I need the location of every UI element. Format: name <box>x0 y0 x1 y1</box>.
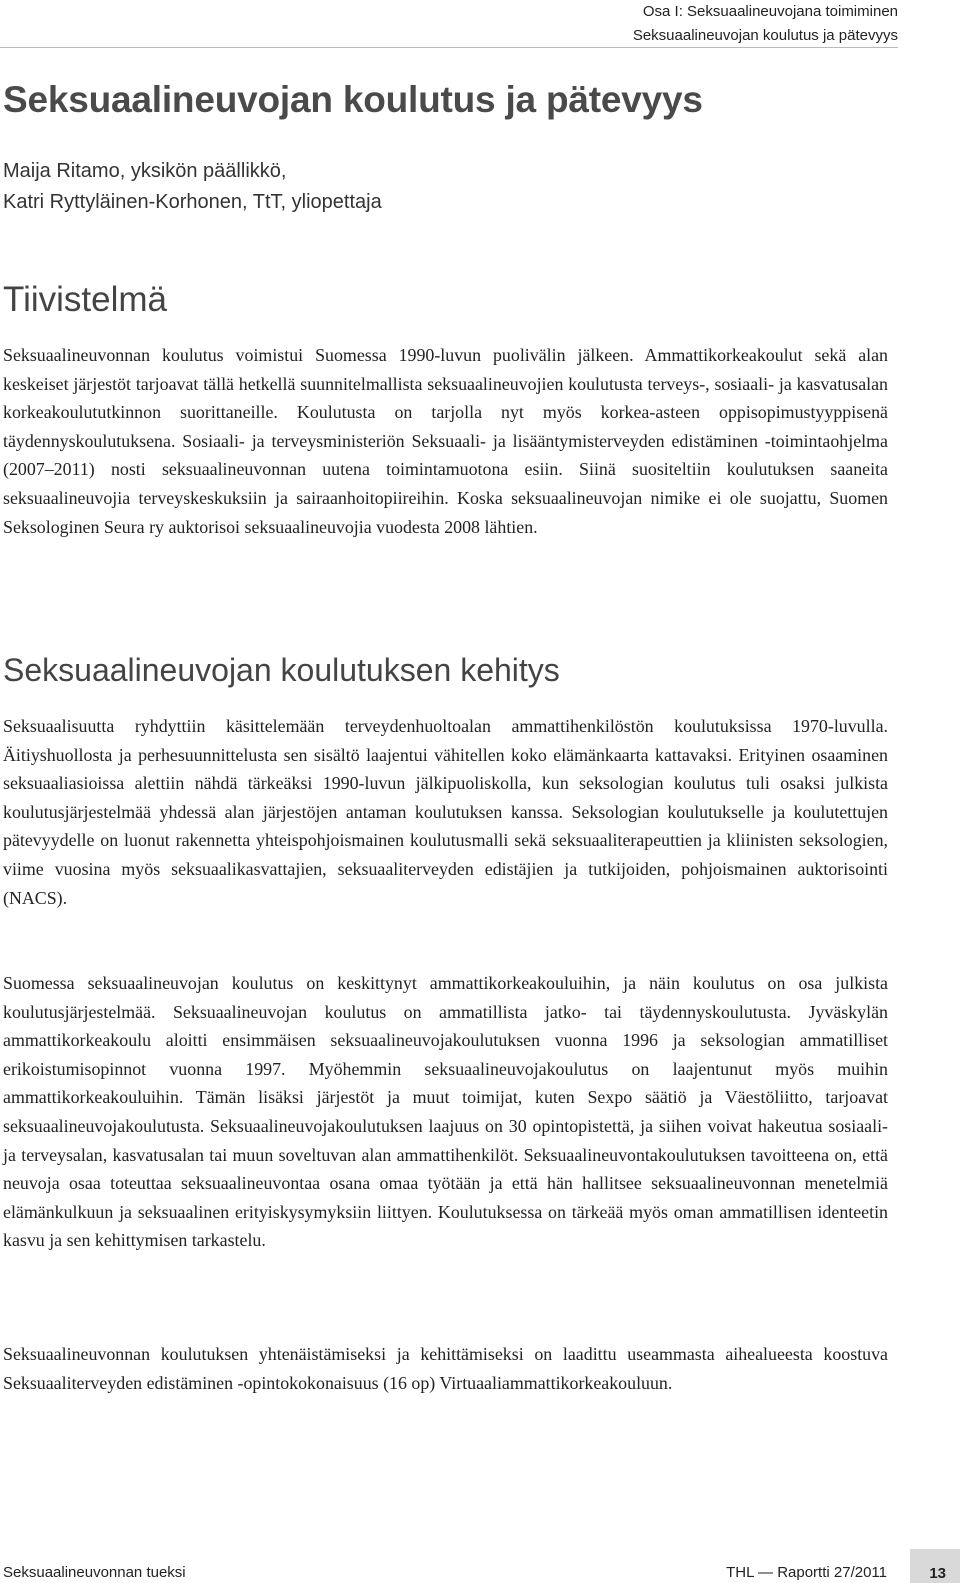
page-footer <box>3 1564 960 1583</box>
body-paragraph-1: Seksuaalisuutta ryhdyttiin käsittelemään terveydenhuoltoalan ammattihenkilöstön koulutuksissa 1970-luvulla. Äitiyshuollosta ja perhesuunnittelusta sen sisältö laajentui vähitellen koko elämänkaarta kattavaksi. Erityinen osaaminen seksuaaliasioissa alettiin nähdä tärkeäksi 1990-luvun jälkipuoliskolla, kun seksologian koulutus tuli osaksi julkista koulutusjärjestelmää yhdessä alan järjestöjen antaman koulutuksen kanssa. Seksologian koulutukselle ja koulutettujen pätevyydelle on luonut rakennetta yhteispohjoismainen koulutusmalli sekä seksuaaliterapeuttien ja kliinisten seksologien, viime vuosina myös seksuaalikasvattajien, seksuaaliterveyden edistäjien ja tutkijoiden, pohjoismainen auktorisointi (NACS). <box>3 716 888 908</box>
header-line-1: Osa I: Seksuaalineuvojana toimiminen <box>642 3 898 20</box>
authors <box>3 156 382 218</box>
body-paragraph-2: Suomessa seksuaalineuvojan koulutus on keskittynyt ammattikorkeakouluihin, ja näin koulutus on osa julkista koulutusjärjestelmää. Seksuaalineuvojan koulutus on ammatillista jatko- tai täydennyskoulutusta. Jyväskylän ammattikorkeakoulu aloitti ensimmäisen seksuaalineuvojakoulutuksen vuonna 1996 ja seksologian ammatilliset erikoistumisopinnot vuonna 1997. Myöhemmin seksuaalineuvojakoulutus on laajentunut myös muihin ammattikorkeakouluihin. Tämän lisäksi järjestöt ja muut toimijat, kuten Sexpo säätiö ja Väestöliitto, tarjoavat seksuaalineuvojakoulutusta. Seksuaalineuvojakoulutuksen laajuus on 30 opintopistettä, ja siihen voivat hakeutua sosiaali- ja terveysalan, kasvatusalan tai muun soveltuvan alan ammattihenkilöt. Seksuaalineuvontakoulutuksen tavoitteena on, että neuvoja osaa toteuttaa seksuaalineuvontaa osana omaa työtään ja että hän hallitsee seksuaalineuvonnan menetelmiä elämänkulkuun ja seksuaalinen erityiskysymyksiin liittyen. Koulutuksessa on tärkeää myös oman ammatillisen identeetin kasvu ja sen kehittymisen tarkastelu. <box>3 973 888 1251</box>
page-title: Seksuaalineuvojan koulutus ja pätevyys <box>3 79 703 120</box>
author-line-2: Katri Ryttyläinen-Korhonen, TtT, yliopettaja <box>3 191 382 213</box>
body-paragraph-3: Seksuaalineuvonnan koulutuksen yhtenäistämiseksi ja kehittämiseksi on laadittu useammasta aihealueesta koostuva Seksuaaliterveyden edistäminen -opintokokonaisuus (16 op) Virtuaaliammattikorkeakouluun. <box>3 1344 888 1393</box>
running-header <box>633 0 898 48</box>
footer-report: THL — Raportti 27/2011 <box>726 1564 887 1581</box>
author-line-1: Maija Ritamo, yksikön päällikkö, <box>3 160 287 182</box>
header-line-2: Seksuaalineuvojan koulutus ja pätevyys <box>632 27 898 44</box>
section-heading: Seksuaalineuvojan koulutuksen kehitys <box>3 652 560 688</box>
abstract-paragraph: Seksuaalineuvonnan koulutus voimistui Suomessa 1990-luvun puolivälin jälkeen. Ammattikorkeakoulut sekä alan keskeiset järjestöt tarjoavat tällä hetkellä suunnitelmallista seksuaalineuvojien koulutusta terveys-, sosiaali- ja kasvatusalan korkeakoulututkinnon suorittaneille. Koulutusta on tarjolla nyt myös korkea-asteen oppisopimustyyppisenä täydennyskoulutuksena. Sosiaali- ja terveysministeriön Seksuaali- ja lisääntymisterveyden edistäminen -toimintaohjelma (2007–2011) nosti seksuaalineuvonnan uutena toimintamuotona esiin. Siinä suositeltiin koulutuksen saaneita seksuaalineuvojia terveyskeskuksiin ja sairaanhoitopiireihin. Koska seksuaalineuvojan nimike ei ole suojattu, Suomen Seksologinen Seura ry auktorisoi seksuaalineuvojia vuodesta 2008 lähtien. <box>3 345 888 537</box>
header-rule <box>0 47 898 48</box>
page-number: 13 <box>910 1549 960 1583</box>
footer-publication: Seksuaalineuvonnan tueksi <box>3 1564 186 1581</box>
abstract-heading: Tiivistelmä <box>3 280 167 319</box>
